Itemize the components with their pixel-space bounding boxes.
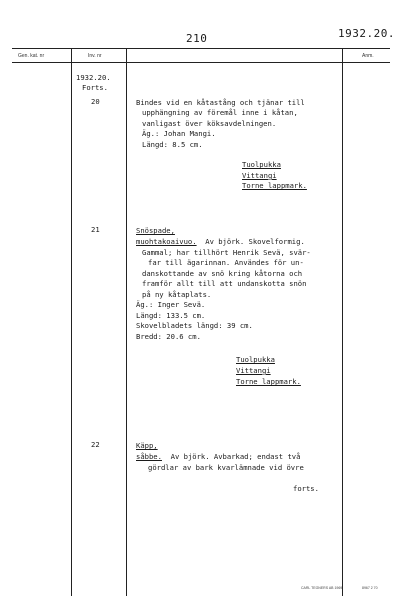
printer-mark: CARL TEGNERS AB 1969 — [301, 586, 343, 590]
header-bottom-rule — [12, 62, 390, 63]
entry-title-line — [136, 237, 305, 247]
column-header-inv: Inv. nr — [88, 53, 102, 59]
place-line: Tuolpukka — [236, 355, 275, 364]
place-line: Vittangi — [242, 171, 277, 180]
continuation-year: 1932.20. — [76, 73, 111, 82]
entry-text-line: framför allt till att undanskotta snön — [142, 279, 307, 288]
column-header-anm: Anm. — [362, 53, 374, 59]
entry-text-line: Bindes vid en kåtastång och tjänar till — [136, 98, 305, 107]
entry-number: 22 — [91, 440, 100, 449]
entry-title-description: Av björk. Avbarkad; endast två — [161, 452, 301, 461]
entry-number: 21 — [91, 225, 100, 234]
entry-text-line: Längd: 8.5 cm. — [142, 140, 203, 149]
column-divider-2 — [126, 48, 127, 596]
entry-number: 20 — [91, 97, 100, 106]
place-line: Vittangi — [236, 366, 271, 375]
entry-text-line: forts. — [293, 484, 319, 493]
entry-title-native: såbbe. — [136, 452, 162, 461]
header-top-rule — [12, 48, 390, 49]
page-number: 210 — [186, 32, 208, 45]
place-line: Torne lappmark. — [236, 377, 301, 386]
continuation-forts: Forts. — [82, 83, 108, 92]
entry-title-native: muohtakoaivuo. — [136, 237, 197, 246]
place-line: Tuolpukka — [242, 160, 281, 169]
entry-text-line: Längd: 133.5 cm. — [136, 311, 206, 320]
form-number: 8967 2 70 — [362, 586, 378, 590]
entry-text-line: Skovelbladets längd: 39 cm. — [136, 321, 253, 330]
entry-text-line: på ny kåtaplats. — [142, 290, 212, 299]
entry-text-line: Äg.: Johan Mangi. — [142, 129, 216, 138]
entry-text-line: danskottande av snö kring kåtorna och — [142, 269, 303, 278]
column-header-gen-kat: Gen. kat. nr — [18, 53, 45, 59]
entry-text-line: upphängning av föremål inne i kåtan, — [142, 108, 298, 117]
column-divider-3 — [342, 48, 343, 596]
entry-text-line: gördlar av bark kvarlämnade vid övre — [148, 463, 304, 472]
year-reference: 1932.20. — [338, 27, 395, 40]
column-divider-1 — [71, 48, 72, 596]
entry-title-line — [136, 452, 300, 462]
entry-text-line: Gammal; har tillhört Henrik Sevä, svär- — [142, 248, 311, 257]
entry-text-line: Bredd: 20.6 cm. — [136, 332, 201, 341]
entry-text-line: Äg.: Inger Sevä. — [136, 300, 206, 309]
entry-title: Käpp, — [136, 441, 158, 450]
entry-title: Snöspade, — [136, 226, 175, 235]
entry-text-line: far till ägarinnan. Användes för un- — [148, 258, 304, 267]
entry-text-line: vanligast över köksavdelningen. — [142, 119, 277, 128]
place-line: Torne lappmark. — [242, 181, 307, 190]
entry-title-description: Av björk. Skovelformig. — [196, 237, 305, 246]
